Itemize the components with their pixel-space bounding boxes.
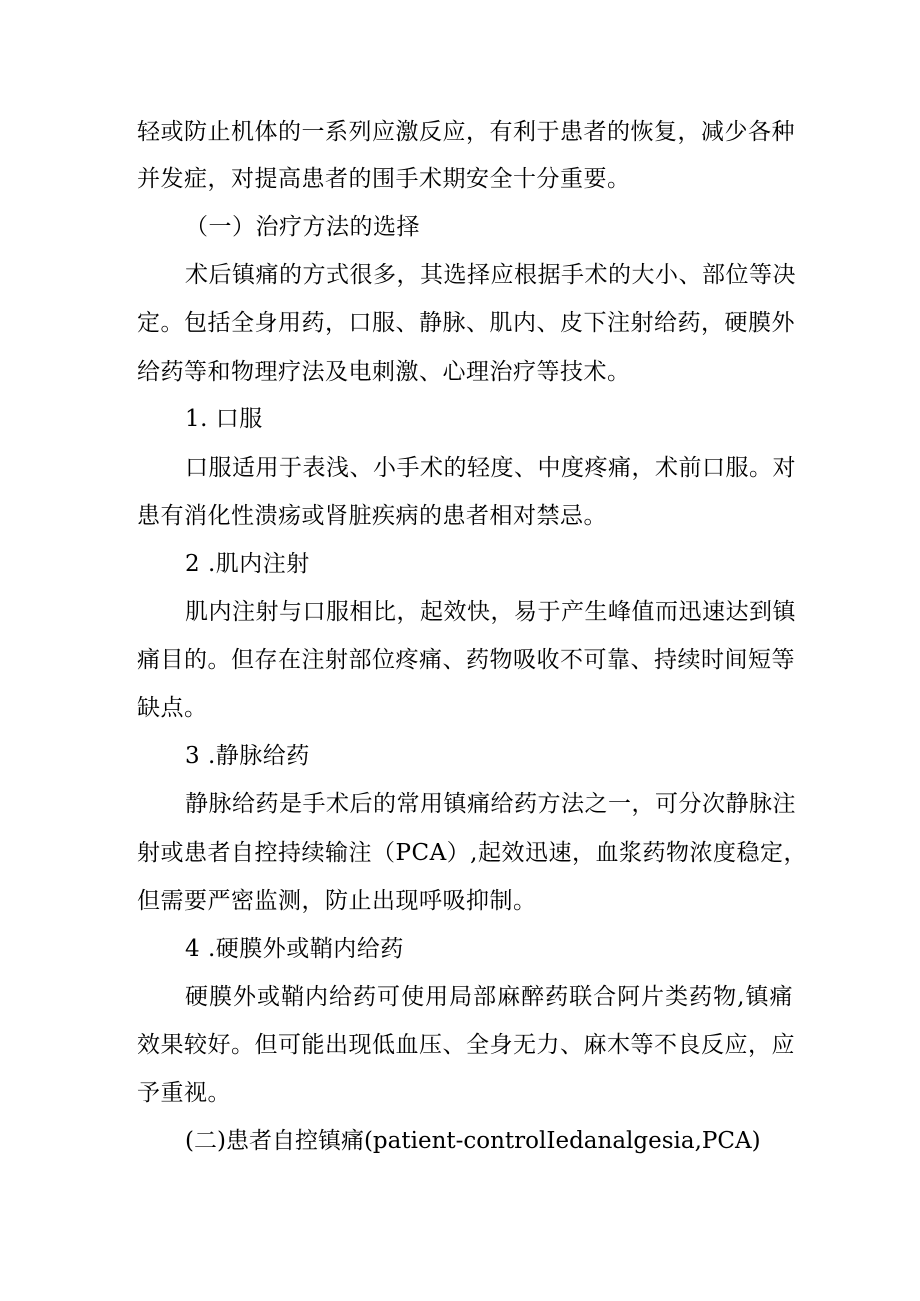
subsection-heading: 4 .硬膜外或鞘内给药: [185, 936, 404, 962]
paragraph-line: 静脉给药是手术后的常用镇痛给药方法之一，可分次静脉注: [185, 791, 796, 817]
paragraph-line: 予重视。: [137, 1080, 231, 1106]
section-heading: （一）治疗方法的选择: [185, 214, 420, 240]
paragraph-line: 给药等和物理疗法及电刺激、心理治疗等技术。: [137, 359, 631, 385]
paragraph-line: 肌内注射与口服相比，起效快，易于产生峰值而迅速达到镇: [185, 599, 796, 625]
paragraph-line: 患有消化性溃疡或肾脏疾病的患者相对禁忌。: [137, 503, 607, 529]
paragraph-line: 轻或防止机体的一系列应激反应，有利于患者的恢复，减少各种: [137, 119, 795, 145]
paragraph-line: 效果较好。但可能出现低血压、全身无力、麻木等不良反应，应: [137, 1032, 795, 1058]
paragraph-line: 痛目的。但存在注射部位疼痛、药物吸收不可靠、持续时间短等: [137, 647, 795, 673]
subsection-heading: 1. 口服: [185, 406, 263, 432]
paragraph-line: 硬膜外或鞘内给药可使用局部麻醉药联合阿片类药物,镇痛: [185, 984, 793, 1010]
paragraph-line: 缺点。: [137, 695, 208, 721]
paragraph-line: 射或患者自控持续输注（PCA）,起效迅速，血浆药物浓度稳定，: [137, 840, 807, 866]
paragraph-line: 但需要严密监测，防止出现呼吸抑制。: [137, 888, 537, 914]
subsection-heading: 2 .肌内注射: [185, 551, 310, 577]
paragraph-line: 术后镇痛的方式很多，其选择应根据手术的大小、部位等决: [185, 262, 796, 288]
paragraph-line: 定。包括全身用药，口服、静脉、肌内、皮下注射给药，硬膜外: [137, 310, 795, 336]
section-heading: (二)患者自控镇痛(patient-controlIedanalgesia,PCA): [185, 1128, 761, 1154]
subsection-heading: 3 .静脉给药: [185, 743, 310, 769]
paragraph-line: 并发症，对提高患者的围手术期安全十分重要。: [137, 166, 631, 192]
paragraph-line: 口服适用于表浅、小手术的轻度、中度疼痛，术前口服。对: [185, 455, 796, 481]
